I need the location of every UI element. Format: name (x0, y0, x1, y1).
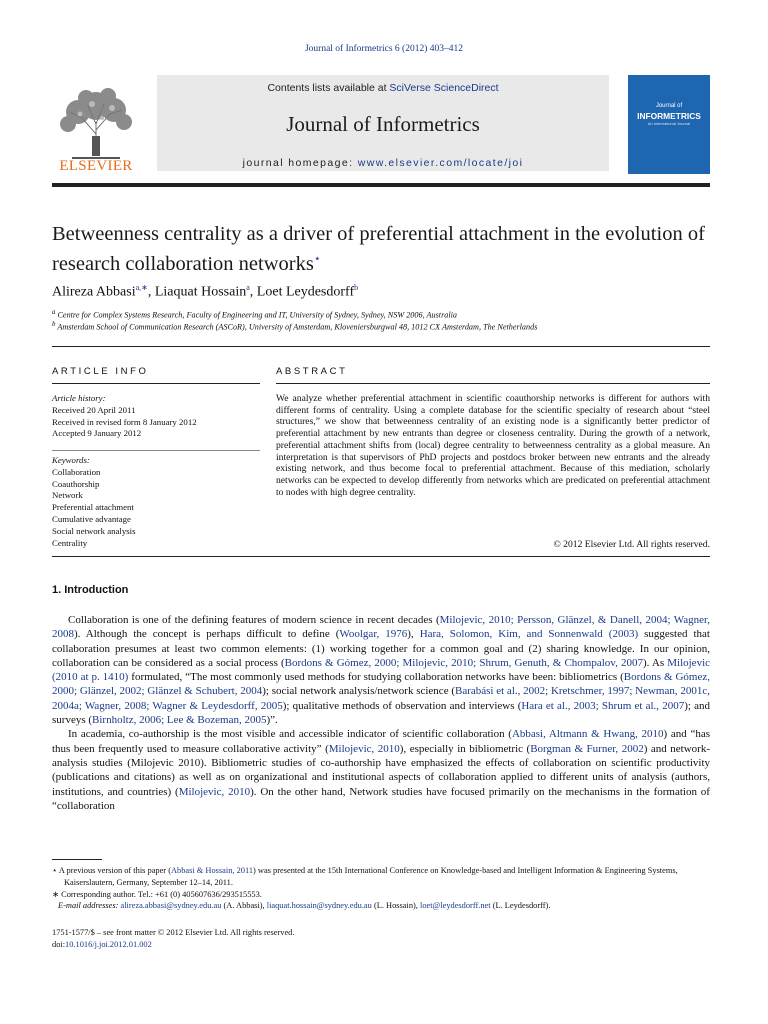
footnote-corresponding-author: ∗ Corresponding author. Tel.: +61 (0) 405607636/293515553. (52, 889, 262, 899)
journal-title: Journal of Informetrics (286, 112, 480, 136)
header-rule (52, 183, 710, 187)
citation-link[interactable]: Milojevic, 2010 (178, 785, 251, 798)
author-affiliation-mark[interactable]: a,∗ (135, 283, 148, 292)
article-history: Article history: Received 20 April 2011 Received in revised form 8 January 2012 Accepted 9 January 2012 (52, 393, 260, 440)
cover-line-2: INFORMETRICS (637, 111, 701, 121)
citation-link[interactable]: Barabási et al., 2002; Kretschmer, 1997; Newman, 2001c, 2004a; Wagner, 2008; Wagner & Leydesdorff, 2005 (52, 685, 710, 712)
body-text: formulated, “The most commonly used methods for studying collaboration networks have been: bibliometrics ( (128, 671, 624, 684)
footnote-previous-version (52, 865, 710, 889)
body-text: ). As (642, 656, 668, 669)
abstract-copyright: © 2012 Elsevier Ltd. All rights reserved. (553, 539, 710, 550)
affiliation-a: $^a$ Centre for Complex Systems Research, Faculty of Engineering and IT, University of Sydney, Sydney, NSW 2006, Australia (52, 309, 457, 320)
cover-line-3: An International Journal (647, 121, 691, 126)
keyword: Preferential attachment (52, 502, 134, 513)
journal-citation[interactable]: Journal of Informetrics 6 (2012) 403–412 (304, 44, 464, 54)
section-heading-introduction: 1. Introduction (52, 584, 129, 596)
issn-line: 1751-1577/$ – see front matter © 2012 Elsevier Ltd. All rights reserved. (52, 928, 295, 937)
body-text: (L. Hossain), (371, 901, 420, 911)
intro-paragraph-2 (52, 727, 710, 813)
citation-link[interactable]: Abbasi, Altmann & Hwang, 2010 (511, 728, 664, 741)
body-text: ). Although the concept is perhaps difficult to define ( (74, 628, 340, 641)
introduction-body (52, 613, 710, 813)
citation-link[interactable]: loet@leydesdorff.net (420, 901, 491, 911)
journal-homepage: journal homepage: www.elsevier.com/locate/joi (242, 157, 524, 169)
citation-link[interactable]: Hara et al., 2003; Shrum et al., 2007 (521, 699, 685, 712)
keyword: Centrality (52, 537, 88, 548)
citation-link[interactable]: Milojevic (2010 at p. 1410) (52, 656, 711, 684)
abstract-rule (276, 383, 710, 384)
keywords-list: Keywords: Collaboration Coauthorship Network Preferential attachment Cumulative advantage Social network analysis Centrality (52, 455, 260, 549)
author-name: Liaquat Hossain (154, 284, 247, 300)
doi-link[interactable]: 10.1016/j.joi.2012.01.002 (65, 939, 152, 949)
label-text: E-mail addresses: (58, 901, 121, 911)
keyword: Collaboration (52, 466, 101, 477)
author-affiliation-mark[interactable]: b (354, 283, 359, 292)
body-text: ) and “has thus been frequently used to measure collaborative activity” ( (52, 728, 710, 755)
abstract-end-rule (52, 556, 710, 557)
body-text: ). On the other hand, Network studies have focused primarily on the mechanisms in the formation of “collaboration (52, 785, 710, 812)
body-text: Collaboration is one of the defining features of modern science in recent decades ( (68, 614, 440, 626)
article-info-heading: ARTICLE INFO (52, 366, 149, 377)
citation-link[interactable]: Milojevic, 2010 (328, 742, 400, 755)
title-footnote-mark[interactable]: ⋆ (313, 253, 321, 265)
history-item: Received 20 April 2011 (52, 404, 136, 415)
author-list: Alireza Abbasi$^{a,∗}$, Liaquat Hossain$^a$, Loet Leydesdorff$^b$ (52, 283, 359, 300)
body-text: ), especially in bibliometric ( (399, 742, 531, 755)
body-text: suggested that collaboration presumes at least two common elements: (1) working together for a common goal and (2) sharing knowledge. In our opinion, collaboration can be considered as a social process ( (52, 628, 710, 669)
citation-link[interactable]: liaquat.hossain@sydney.edu.au (266, 901, 372, 911)
contents-line: Contents lists available at SciVerse ScienceDirect (267, 82, 499, 94)
citation-link[interactable]: Bordons & Gómez, 2000; Milojevic, 2010; Shrum, Genuth, & Chompalov, 2007 (284, 656, 643, 669)
author-name: Alireza Abbasi (52, 284, 136, 300)
body-text: ) and network-analysis studies (Milojevic 2010). Bibliometric studies of co-authorship have emphasized the effects of collaboration on scientific productivity (publications and citations) as well as on organizational and institutional aspects of collaboration applied to different units of analysis (authors, institutions, and countries) ( (52, 742, 710, 798)
citation-link[interactable]: Birnholtz, 2006; Lee & Bozeman, 2005 (92, 714, 267, 727)
body-text: ); social network analysis/network science ( (262, 685, 455, 698)
body-text: In academia, co-authorship is the most visible and accessible indicator of scientific collaboration ( (68, 728, 512, 741)
keywords-rule (52, 450, 260, 451)
citation-link[interactable]: Abbasi & Hossain, 2011 (170, 866, 254, 875)
body-text: ); qualitative methods of observation and interviews ( (282, 699, 522, 712)
publisher-name: ELSEVIER (59, 158, 133, 174)
cover-line-1: Journal of (655, 103, 683, 109)
footnotes (52, 865, 710, 912)
affiliation-b: $^b$ Amsterdam School of Communication Research (ASCoR), University of Amsterdam, Kloveniersburgwal 48, 1012 CX Amsterdam, The Netherlands (52, 321, 538, 332)
citation-link[interactable]: Hara, Solomon, Kim, and Sonnenwald (2003) (419, 628, 639, 641)
keyword: Cumulative advantage (52, 513, 131, 524)
body-text: ) was presented at the 15th International Conference on Knowledge-based and Intelligent Information & Engineering Systems, Kaiserslautern, Germany, September 12–14, 2011. (64, 866, 678, 887)
intro-paragraph-1 (52, 613, 710, 727)
affiliation-rule (52, 346, 710, 347)
article-title: Betweenness centrality as a driver of preferential attachment in the evolution of research collaboration networks⋆ (52, 223, 705, 275)
abstract-text: We analyze whether preferential attachment in scientific coauthorship networks is different for authors with different forms of centrality. Using a complete database for the scientific specialty of research about “steel structures,” we show that betweenness centrality of an existing node is a significantly better predictor of preferential attachment by new entrants than degree or closeness centrality. During the growth of a network, preferential attachment shifts from (local) degree centrality to betweenness centrality as a global measure. An interpretation is that supervisors of PhD projects and postdocs broker between new entrants and the already existing network, and thus become focal to preferential attachment. Because of this mediation, scholarly networks can be expected to develop differently from networks which are predicated on preferential attachment to nodes with high degree centrality. (276, 393, 710, 498)
body-text: )”. (266, 714, 278, 727)
sciencedirect-link[interactable]: SciVerse ScienceDirect (389, 82, 499, 94)
history-item: Received in revised form 8 January 2012 (52, 416, 197, 427)
body-text: ); and surveys ( (52, 699, 710, 727)
body-text: ⋆ A previous version of this paper ( (52, 866, 171, 875)
doi-line: doi:10.1016/j.joi.2012.01.002 (52, 939, 152, 949)
homepage-link[interactable]: www.elsevier.com/locate/joi (357, 157, 524, 169)
citation-link[interactable]: Milojevic, 2010; Persson, Glänzel, & Danell, 2004; Wagner, 2008 (52, 614, 710, 641)
citation-link[interactable]: alireza.abbasi@sydney.edu.au (120, 901, 222, 911)
author-name: Loet Leydesdorff (256, 284, 355, 300)
keyword: Social network analysis (52, 525, 136, 536)
body-text: ), (407, 628, 420, 641)
body-text: (L. Leydesdorff). (490, 901, 551, 911)
keyword: Coauthorship (52, 478, 100, 489)
keyword: Network (52, 490, 83, 501)
citation-link[interactable]: Borgman & Furner, 2002 (530, 742, 644, 755)
journal-cover-image (628, 75, 710, 174)
abstract-heading: ABSTRACT (276, 366, 348, 377)
citation-link[interactable]: Bordons & Gómez, 2000; Glänzel, 2002; Glänzel & Schubert, 2004 (52, 671, 710, 698)
body-text: (A. Abbasi), (221, 901, 267, 911)
footnote-email-addresses (52, 900, 710, 912)
front-matter (52, 927, 294, 951)
history-item: Accepted 9 January 2012 (52, 428, 142, 439)
info-rule (52, 383, 260, 384)
footnote-rule (52, 859, 102, 860)
citation-link[interactable]: Woolgar, 1976 (339, 628, 408, 641)
author-affiliation-mark[interactable]: a (246, 283, 250, 292)
